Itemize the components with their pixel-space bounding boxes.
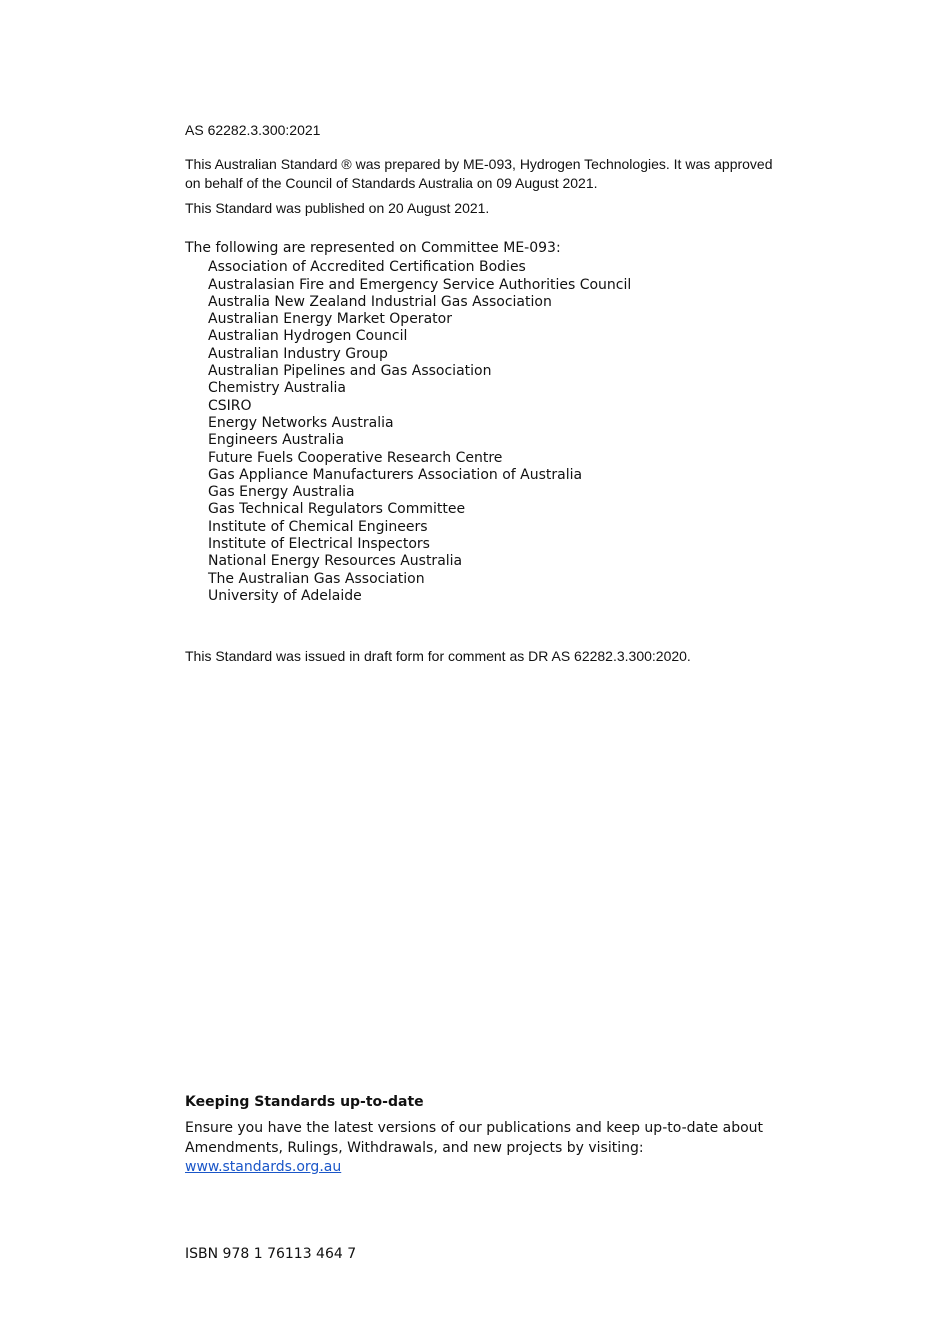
- standards-website-link[interactable]: www.standards.org.au: [185, 1159, 342, 1175]
- committee-member: CSIRO: [208, 397, 252, 414]
- committee-member: University of Adelaide: [208, 587, 362, 604]
- keeping-up-to-date-heading: Keeping Standards up-to-date: [185, 1094, 424, 1110]
- isbn: ISBN 978 1 76113 464 7: [185, 1246, 357, 1262]
- committee-intro: The following are represented on Committee ME-093:: [185, 240, 561, 256]
- keeping-up-to-date-text: Ensure you have the latest versions of our publications and keep up-to-date about Amendments, Rulings, Withdrawals, and new projects by visiting:: [185, 1120, 764, 1156]
- committee-member: Energy Networks Australia: [208, 414, 394, 431]
- document-id: AS 62282.3.300:2021: [185, 122, 321, 138]
- committee-member: Australian Energy Market Operator: [208, 311, 452, 328]
- committee-member: Gas Appliance Manufacturers Association of Australia: [208, 466, 583, 483]
- committee-member: Gas Technical Regulators Committee: [208, 501, 466, 518]
- committee-member-list: [185, 259, 631, 605]
- publication-date-statement: This Standard was published on 20 August 2021.: [185, 200, 490, 216]
- committee-member: Future Fuels Cooperative Research Centre: [208, 449, 503, 466]
- committee-member: Engineers Australia: [208, 432, 345, 449]
- committee-member: Australasian Fire and Emergency Service Authorities Council: [208, 276, 632, 293]
- committee-member: Institute of Electrical Inspectors: [208, 536, 430, 553]
- committee-member: Australian Pipelines and Gas Association: [208, 363, 492, 380]
- committee-section: [185, 240, 631, 605]
- committee-member: Australian Hydrogen Council: [208, 328, 408, 345]
- committee-member: The Australian Gas Association: [208, 570, 425, 587]
- draft-note: This Standard was issued in draft form for comment as DR AS 62282.3.300:2020.: [185, 648, 691, 664]
- preparation-statement: This Australian Standard ® was prepared by ME-093, Hydrogen Technologies. It was approved on behalf of the Council of Standards Australia on 09 August 2021.: [185, 156, 773, 191]
- committee-member: Australia New Zealand Industrial Gas Association: [208, 293, 552, 310]
- committee-member: Australian Industry Group: [208, 345, 388, 362]
- committee-member: Gas Energy Australia: [208, 484, 355, 501]
- committee-member: Association of Accredited Certification Bodies: [208, 259, 526, 276]
- committee-member: Chemistry Australia: [208, 380, 346, 397]
- keeping-up-to-date-section: [185, 1119, 785, 1178]
- committee-member: Institute of Chemical Engineers: [208, 518, 428, 535]
- committee-member: National Energy Resources Australia: [208, 553, 463, 570]
